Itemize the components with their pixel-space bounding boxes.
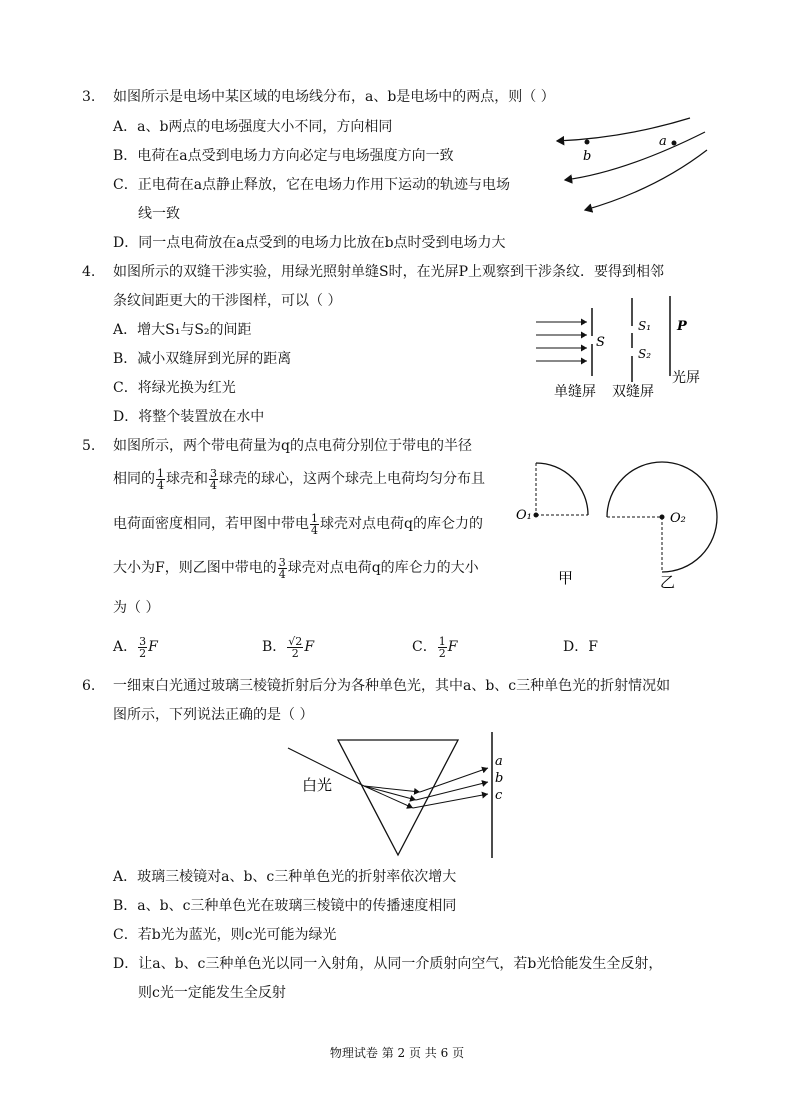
q4-number: 4.: [82, 264, 96, 280]
q5-line2-c: 球壳的球心，这两个球壳上电荷均匀分布且: [219, 471, 485, 487]
q4-option-c: C．将绿光换为红光: [113, 380, 236, 396]
option-c-fraction: $\frac{1}{2}$: [438, 634, 446, 660]
point-o1: [534, 513, 539, 518]
page-footer: 物理试卷 第 2 页 共 6 页: [329, 1046, 465, 1060]
label-double-slit-screen: 双缝屏: [612, 384, 654, 400]
q4-option-b: B．减小双缝屏到光屏的距离: [113, 351, 292, 367]
q5-option-d: D．F: [563, 639, 598, 655]
q6-option-b: B．a、b、c三种单色光在玻璃三棱镜中的传播速度相同: [113, 898, 457, 914]
label-s2: S₂: [638, 347, 652, 361]
q4-stem-line1: 如图所示的双缝干涉实验，用绿光照射单缝S时，在光屏P上观察到干涉条纹．要得到相邻: [113, 264, 665, 280]
label-white-light: 白光: [302, 776, 333, 794]
fraction-one-quarter: $\frac{1}{4}$: [157, 466, 164, 492]
label-ray-c: c: [495, 788, 503, 803]
q5-line4-b: 球壳对点电荷q的库仑力的大小: [287, 560, 479, 576]
q6-option-a: A．玻璃三棱镜对a、b、c三种单色光的折射率依次增大: [113, 869, 457, 885]
label-a: a: [659, 134, 667, 149]
q6-option-d-line2: 则c光一定能发生全反射: [138, 985, 286, 1001]
label-b: b: [583, 149, 592, 164]
q5-number: 5.: [82, 438, 96, 454]
option-b-fraction: $\frac{√2}{2}$: [288, 634, 303, 660]
q5-line4: [113, 553, 479, 583]
quarter-shell: [536, 463, 588, 515]
q3-stem: 如图所示是电场中某区域的电场线分布，a、b是电场中的两点，则（ ）: [113, 89, 555, 105]
q6-stem-line2: 图所示，下列说法正确的是（ ）: [113, 707, 314, 723]
q5-option-a: A． $\frac{3}{2}$ F: [113, 634, 158, 660]
label-yi: 乙: [660, 573, 676, 591]
fraction-one-quarter-2: $\frac{1}{4}$: [311, 511, 318, 537]
q5-option-b: B． $\frac{√2}{2}$ F: [262, 634, 315, 660]
field-line-3: [585, 150, 707, 210]
q6-option-d-line1: D．让a、b、c三种单色光以同一入射角，从同一介质射向空气，若b光恰能发生全反射，: [113, 956, 663, 972]
q5-line5: 为（ ）: [113, 600, 160, 616]
q6-number: 6.: [82, 678, 96, 694]
q3-option-b: B．电荷在a点受到电场力方向必定与电场强度方向一致: [113, 148, 454, 164]
q5-line3: [113, 509, 483, 539]
point-o2: [660, 515, 665, 520]
ray-a-inside: [364, 786, 420, 792]
label-o1: O₁: [516, 508, 532, 523]
q5-spherical-shells-figure: [510, 455, 730, 595]
glass-prism: [338, 740, 458, 855]
fraction-three-quarters: $\frac{3}{4}$: [210, 466, 217, 492]
q3-field-lines-figure: [545, 110, 715, 220]
q5-line4-a: 大小为F，则乙图中带电的: [113, 560, 277, 576]
q5-option-c: C． $\frac{1}{2}$ F: [412, 634, 458, 660]
fraction-three-quarters-2: $\frac{3}{4}$: [278, 555, 286, 581]
q4-double-slit-figure: [530, 292, 730, 404]
q5-line2-a: 相同的: [113, 471, 155, 487]
q6-option-c: C．若b光为蓝光，则c光可能为绿光: [113, 927, 337, 943]
label-p: P: [677, 319, 687, 334]
q5-line1: 如图所示，两个带电荷量为q的点电荷分别位于带电的半径: [113, 438, 472, 454]
q6-stem-line1: 一细束白光通过玻璃三棱镜折射后分为各种单色光，其中a、b、c三种单色光的折射情况如: [113, 678, 671, 694]
label-s1: S₁: [638, 319, 652, 333]
label-ray-b: b: [495, 771, 504, 786]
field-line-1: [557, 118, 690, 141]
q5-line2: [113, 464, 485, 494]
q3-option-a: A．a、b两点的电场强度大小不同，方向相同: [113, 119, 393, 135]
q5-line2-b: 球壳和: [166, 471, 208, 487]
ray-b-out: [416, 782, 488, 800]
point-b: [585, 140, 590, 145]
label-s: S: [596, 335, 605, 350]
option-a-fraction: $\frac{3}{2}$: [139, 634, 147, 660]
q4-option-a: A．增大S₁与S₂的间距: [113, 322, 252, 338]
q4-option-d: D．将整个装置放在水中: [113, 409, 265, 425]
q5-line3-a: 电荷面密度相同，若甲图中带电: [113, 516, 309, 532]
q6-prism-figure: [280, 730, 520, 865]
q3-option-d: D．同一点电荷放在a点受到的电场力比放在b点时受到电场力大: [113, 235, 506, 251]
q5-line3-b: 球壳对点电荷q的库仑力的: [320, 516, 483, 532]
q4-stem-line2: 条纹间距更大的干涉图样，可以（ ）: [113, 293, 342, 309]
point-a: [672, 141, 677, 146]
q3-number: 3.: [82, 89, 96, 105]
label-single-slit-screen: 单缝屏: [554, 384, 596, 400]
q3-option-c-line2: 线一致: [138, 206, 180, 222]
q3-option-c-line1: C．正电荷在a点静止释放，它在电场力作用下运动的轨迹与电场: [113, 177, 511, 193]
label-ray-a: a: [495, 754, 503, 769]
ray-a-out: [420, 768, 488, 792]
label-o2: O₂: [670, 511, 686, 526]
ray-c-out: [413, 794, 488, 808]
label-light-screen: 光屏: [672, 370, 700, 386]
label-jia: 甲: [558, 569, 574, 587]
